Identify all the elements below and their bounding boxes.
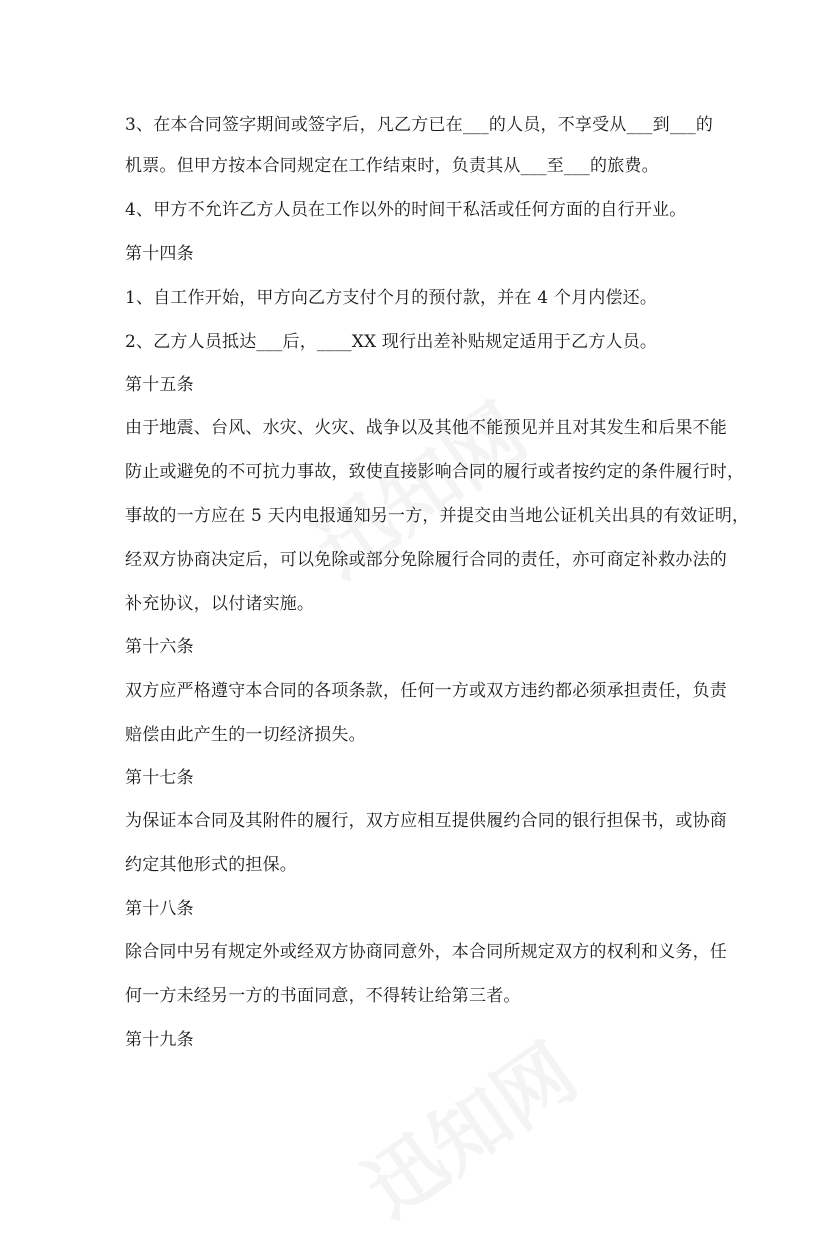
paragraph-line: 为保证本合同及其附件的履行，双方应相互提供履约合同的银行担保书，或协商: [125, 811, 727, 831]
paragraph-line: 除合同中另有规定外或经双方协商同意外，本合同所规定双方的权利和义务，任: [125, 942, 727, 962]
paragraph-line: 2、乙方人员抵达___后，____XX 现行出差补贴规定适用于乙方人员。: [125, 332, 658, 352]
paragraph-line: 事故的一方应在 5 天内电报通知另一方，并提交由当地公证机关出具的有效证明，: [125, 506, 750, 526]
paragraph-line: 防止或避免的不可抗力事故，致使直接影响合同的履行或者按约定的条件履行时，: [125, 462, 745, 482]
paragraph-line: 补充协议，以付诸实施。: [125, 594, 315, 614]
section-heading: 第十五条: [125, 375, 194, 395]
section-heading: 第十九条: [125, 1030, 194, 1050]
paragraph-line: 赔偿由此产生的一切经济损失。: [125, 725, 366, 745]
paragraph-line: 1、自工作开始，甲方向乙方支付个月的预付款，并在 4 个月内偿还。: [125, 288, 658, 308]
paragraph-line: 约定其他形式的担保。: [125, 855, 297, 875]
paragraph-line: 由于地震、台风、水灾、火灾、战争以及其他不能预见并且对其发生和后果不能: [125, 418, 727, 438]
paragraph-line: 机票。但甲方按本合同规定在工作结束时，负责其从___至___的旅费。: [125, 156, 659, 176]
section-heading: 第十七条: [125, 768, 194, 788]
section-heading: 第十六条: [125, 637, 194, 657]
paragraph-line: 经双方协商决定后，可以免除或部分免除履行合同的责任，亦可商定补救办法的: [125, 550, 727, 570]
paragraph-line: 双方应严格遵守本合同的各项条款，任何一方或双方违约都必须承担责任，负责: [125, 681, 727, 701]
paragraph-line: 4、甲方不允许乙方人员在工作以外的时间干私活或任何方面的自行开业。: [125, 200, 687, 220]
paragraph-line: 何一方未经另一方的书面同意，不得转让给第三者。: [125, 986, 521, 1006]
section-heading: 第十四条: [125, 244, 194, 264]
paragraph-line: 3、在本合同签字期间或签字后，凡乙方已在___的人员，不享受从___到___的: [125, 115, 714, 135]
section-heading: 第十八条: [125, 899, 194, 919]
